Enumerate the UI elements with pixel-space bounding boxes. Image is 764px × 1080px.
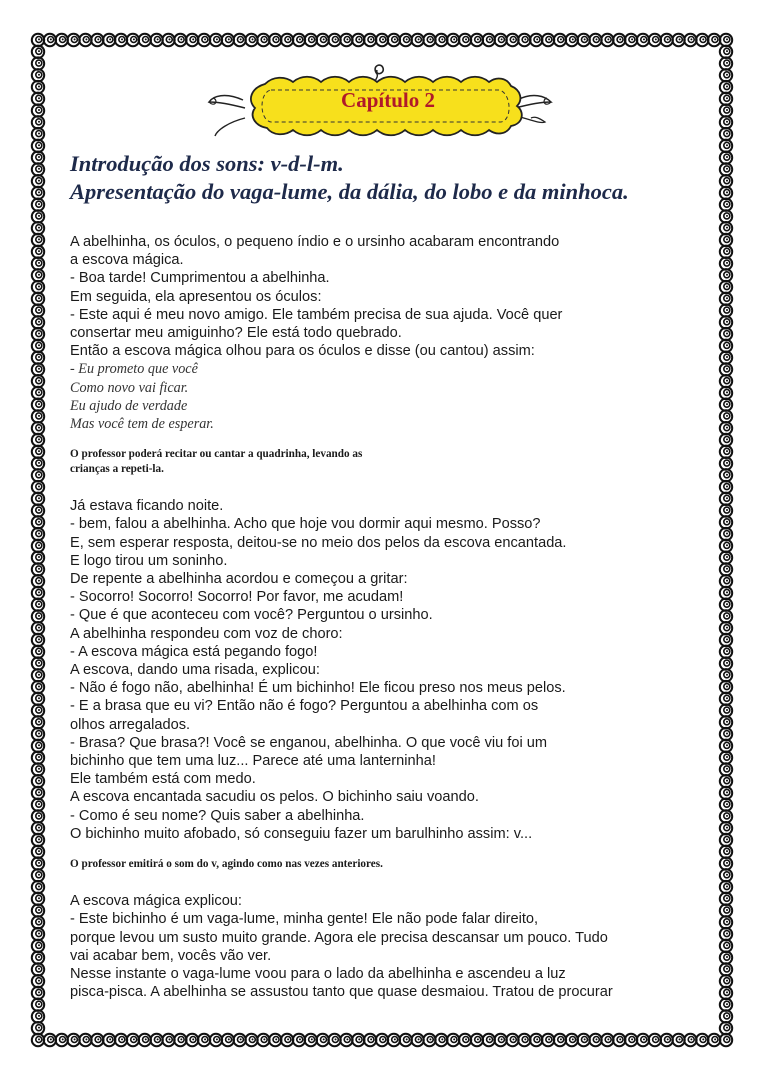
- story-line: bichinho que tem uma luz... Parece até uma lanterninha!: [70, 753, 436, 770]
- story-line: porque levou um susto muito grande. Agora ele precisa descansar um pouco. Tudo: [70, 929, 608, 946]
- story-line: A escova encantada sacudiu os pelos. O bichinho saiu voando.: [70, 789, 479, 806]
- story-line: a escova mágica.: [70, 252, 184, 269]
- chapter-banner: [205, 60, 555, 150]
- story-line: E, sem esperar resposta, deitou-se no meio dos pelos da escova encantada.: [70, 534, 567, 551]
- story-line: - Socorro! Socorro! Socorro! Por favor, me acudam!: [70, 589, 404, 606]
- story-body: [70, 233, 670, 1001]
- story-line: Nesse instante o vaga-lume voou para o lado da abelhinha e ascendeu a luz: [70, 965, 566, 982]
- teacher-note: crianças a repeti-la.: [70, 463, 164, 476]
- story-line: consertar meu amiguinho? Ele está todo quebrado.: [70, 325, 402, 342]
- story-line: A abelhinha, os óculos, o pequeno índio e o ursinho acabaram encontrando: [70, 234, 560, 250]
- poem-line: - Eu prometo que você: [70, 361, 198, 378]
- story-line: E logo tirou um soninho.: [70, 552, 228, 569]
- story-line: - Boa tarde! Cumprimentou a abelhinha.: [70, 270, 330, 287]
- story-line: - Não é fogo não, abelhinha! É um bichinho! Ele ficou preso nos meus pelos.: [70, 680, 566, 697]
- story-line: vai acabar bem, vocês vão ver.: [70, 947, 272, 964]
- story-line: - bem, falou a abelhinha. Acho que hoje vou dormir aqui mesmo. Posso?: [70, 516, 541, 533]
- story-line: - E a brasa que eu vi? Então não é fogo? Perguntou a abelhinha com os: [70, 698, 539, 715]
- story-line: Então a escova mágica olhou para os óculos e disse (ou cantou) assim:: [70, 343, 535, 360]
- story-line: - Brasa? Que brasa?! Você se enganou, abelhinha. O que você viu foi um: [70, 734, 548, 751]
- story-line: Já estava ficando noite.: [70, 498, 224, 515]
- heading-line-2: Apresentação do vaga-lume, da dália, do lobo e da minhoca.: [70, 179, 629, 204]
- story-line: A escova mágica explicou:: [70, 893, 242, 910]
- story-line: - Como é seu nome? Quis saber a abelhinha.: [70, 807, 365, 824]
- story-line: olhos arregalados.: [70, 716, 191, 733]
- chapter-heading: [70, 150, 710, 206]
- story-line: - A escova mágica está pegando fogo!: [70, 643, 318, 660]
- poem-line: Mas você tem de esperar.: [70, 416, 214, 433]
- poem-line: Como novo vai ficar.: [70, 379, 189, 396]
- poem-line: Eu ajudo de verdade: [70, 397, 188, 414]
- teacher-note: O professor emitirá o som do v, agindo como nas vezes anteriores.: [70, 858, 383, 871]
- story-line: A abelhinha respondeu com voz de choro:: [70, 625, 343, 642]
- story-line: Em seguida, ela apresentou os óculos:: [70, 288, 322, 305]
- story-line: - Que é que aconteceu com você? Perguntou o ursinho.: [70, 607, 433, 624]
- story-line: A escova, dando uma risada, explicou:: [70, 662, 320, 679]
- story-line: pisca-pisca. A abelhinha se assustou tanto que quase desmaiou. Tratou de procurar: [70, 984, 613, 1001]
- heading-line-1: Introdução dos sons: v-d-l-m.: [70, 151, 344, 176]
- story-line: De repente a abelhinha acordou e começou a gritar:: [70, 571, 408, 588]
- story-line: - Este aqui é meu novo amigo. Ele também precisa de sua ajuda. Você quer: [70, 306, 563, 323]
- chapter-title: Capítulo 2: [341, 88, 435, 112]
- story-line: O bichinho muito afobado, só conseguiu fazer um barulhinho assim: v...: [70, 825, 533, 842]
- story-line: - Este bichinho é um vaga-lume, minha gente! Ele não pode falar direito,: [70, 911, 539, 928]
- story-line: Ele também está com medo.: [70, 771, 256, 788]
- teacher-note: O professor poderá recitar ou cantar a quadrinha, levando as: [70, 448, 363, 461]
